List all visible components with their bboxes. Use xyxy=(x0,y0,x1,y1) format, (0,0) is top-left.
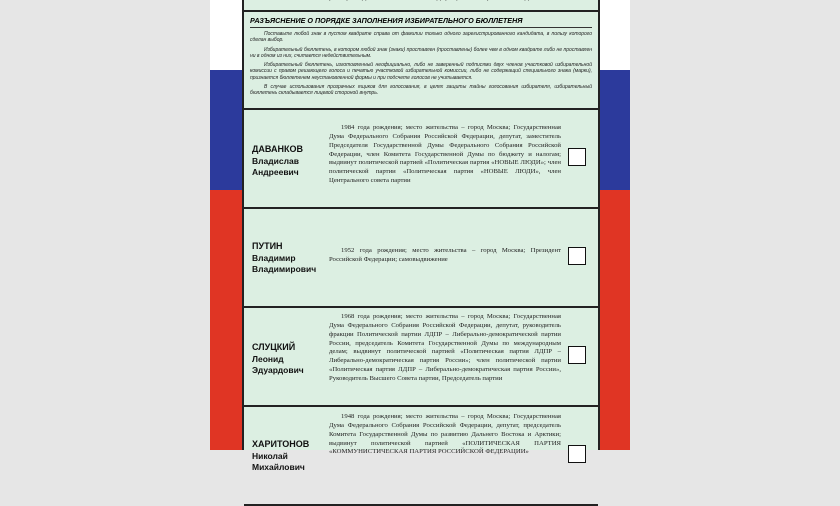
candidate-name xyxy=(252,439,332,473)
candidate-bio: 1952 года рождения; место жительства – город Москва; Президент Российской Федерации; самовыдвижение xyxy=(329,247,561,263)
instruction-paragraph: В случае использования прозрачных ящиков для голосования, в целях защиты тайны голосования избирателя, избирательный бюллетень складывается лицевой стороной внутрь. xyxy=(250,83,592,96)
candidate-patronymic: Андреевич xyxy=(252,166,299,177)
candidate-surname: ПУТИН xyxy=(252,241,283,251)
ballot-paper xyxy=(242,0,600,472)
instruction-paragraph: Избирательный бюллетень, изготовленный неофициально, либо не заверенный подписями двух членов участковой избирательной комиссии с правом решающего голоса и печатью участковой избирательной комиссии, либо не содержащий специального знака (марки), признается бюллетенем неустановленной формы и при подсчете голосов не учитывается. xyxy=(250,62,592,81)
candidate-surname: ХАРИТОНОВ xyxy=(252,439,310,449)
candidate-row-davankov xyxy=(244,110,598,209)
vote-checkbox-kharitonov[interactable] xyxy=(568,445,586,463)
vote-checkbox-putin[interactable] xyxy=(568,247,586,265)
candidate-first-name: Владимир xyxy=(252,252,296,263)
instruction-paragraph: Поставьте любой знак в пустом квадрате справа от фамилии только одного зарегистрированного кандидата, в пользу которого сделан выбор. xyxy=(250,31,592,44)
vote-checkbox-davankov[interactable] xyxy=(568,148,586,166)
candidate-bio: 1984 года рождения; место жительства – город Москва; Государственная Дума Федерального Собрания Российской Федерации, депутат, заместитель Председателя Государственной Думы Федерального Собрания Российской Федерации, член Комитета Государственной Думы по бюджету и налогам; выдвинут политической партией «Политическая партия «НОВЫЕ ЛЮДИ»; член политической партии «Политическая партия «НОВЫЕ ЛЮДИ», член Центрального совета партии xyxy=(329,124,561,185)
candidate-name xyxy=(252,241,332,275)
candidate-surname: СЛУЦКИЙ xyxy=(252,342,296,352)
candidate-name xyxy=(252,342,332,376)
candidate-bio: 1948 года рождения; место жительства – город Москва; Государственная Дума Федерального Собрания Российской Федерации, депутат, председатель Комитета Государственной Думы по развитию Дальнего Востока и Арктики; выдвинут политической партией «ПОЛИТИЧЕСКАЯ ПАРТИЯ «КОММУНИСТИЧЕСКАЯ ПАРТИЯ РОССИЙСКОЙ ФЕДЕРАЦИИ» xyxy=(329,413,561,456)
candidate-patronymic: Владимирович xyxy=(252,263,317,274)
candidate-patronymic: Эдуардович xyxy=(252,364,304,375)
instructions-section xyxy=(244,12,598,110)
instructions-title: РАЗЪЯСНЕНИЕ О ПОРЯДКЕ ЗАПОЛНЕНИЯ ИЗБИРАТЕЛЬНОГО БЮЛЛЕТЕНЯ xyxy=(250,16,592,28)
candidate-row-slutsky xyxy=(244,308,598,407)
instruction-paragraph: Избирательный бюллетень, в котором любой знак (знаки) проставлен (проставлены) более чем в одном квадрате либо не проставлен ни в одном из них, считается недействительным. xyxy=(250,46,592,59)
candidate-first-name: Леонид xyxy=(252,353,284,364)
candidate-first-name: Владислав xyxy=(252,155,299,166)
candidate-patronymic: Михайлович xyxy=(252,461,305,472)
candidate-bio: 1968 года рождения; место жительства – город Москва; Государственная Дума Федерального Собрания Российской Федерации, депутат, руководитель фракции Политической партии ЛДПР – Либерально-демократической партии России, председатель Комитета Государственной Думы по международным делам; выдвинут политической партией «Политическая партия ЛДПР – Либерально-демократическая партия России»; член политической партии «Политическая партия ЛДПР – Либерально-демократическая партия России», Руководитель Высшего Совета партии, Председатель партии xyxy=(329,313,561,382)
ballot-header-strip xyxy=(244,0,598,12)
candidate-name xyxy=(252,144,332,178)
vote-checkbox-slutsky[interactable] xyxy=(568,346,586,364)
election-caption xyxy=(244,0,598,1)
candidate-row-kharitonov xyxy=(244,407,598,506)
candidate-surname: ДАВАНКОВ xyxy=(252,144,303,154)
candidate-first-name: Николай xyxy=(252,450,288,461)
candidate-row-putin xyxy=(244,209,598,308)
